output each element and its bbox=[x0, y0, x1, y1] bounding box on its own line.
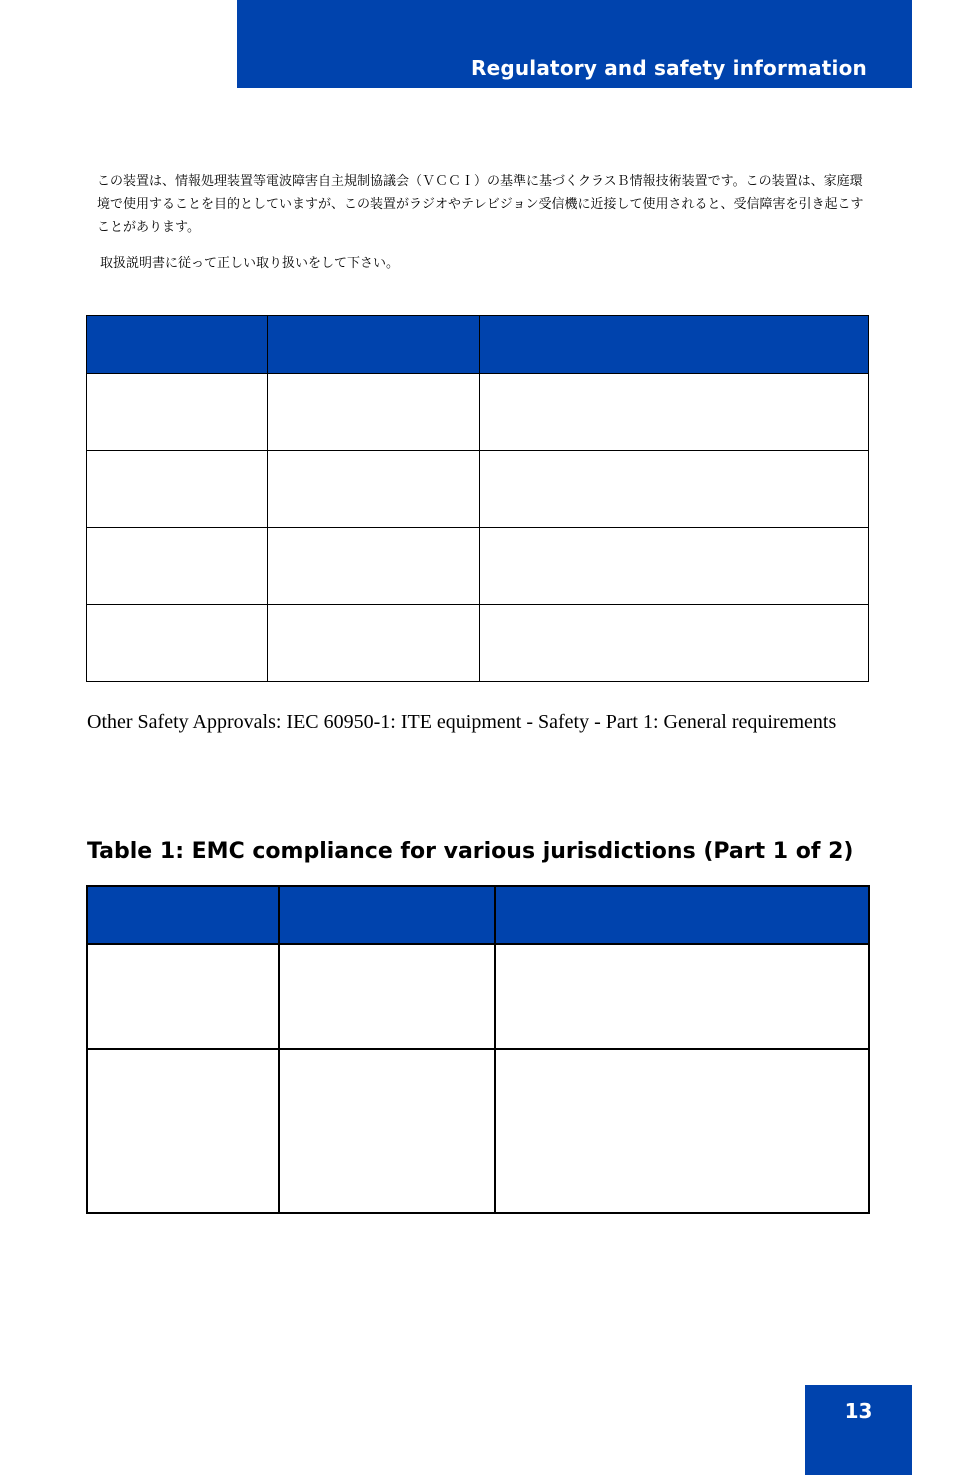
table-row bbox=[87, 944, 869, 1049]
table-row bbox=[87, 528, 869, 605]
table-header-cell bbox=[279, 886, 495, 944]
header-bar bbox=[237, 0, 912, 88]
table-cell bbox=[87, 528, 268, 605]
table-header-cell bbox=[87, 886, 279, 944]
table-cell bbox=[87, 374, 268, 451]
table-cell bbox=[268, 605, 480, 682]
table-cell bbox=[480, 528, 869, 605]
table-cell bbox=[268, 451, 480, 528]
table-cell bbox=[480, 605, 869, 682]
table-cell bbox=[87, 944, 279, 1049]
table-cell bbox=[87, 605, 268, 682]
table-cell bbox=[279, 944, 495, 1049]
page-number: 13 bbox=[844, 1399, 873, 1423]
table-header-row bbox=[87, 316, 869, 374]
emc-compliance-table bbox=[86, 885, 870, 1214]
table-cell bbox=[495, 944, 869, 1049]
table-cell bbox=[268, 374, 480, 451]
table-cell bbox=[480, 451, 869, 528]
other-safety-approvals-text: Other Safety Approvals: IEC 60950-1: ITE equipment - Safety - Part 1: General requirements bbox=[87, 711, 837, 733]
table-header-cell bbox=[480, 316, 869, 374]
table-cell bbox=[268, 528, 480, 605]
vcci-notice-text: この装置は、情報処理装置等電波障害自主規制協議会（ＶＣＣＩ）の基準に基づくクラスＢ情報技術装置です。この装置は、家庭環境で使用することを目的としていますが、この装置がラジオやテレビジョン受信機に近接して使用されると、受信障害を引き起こすことがあります。 bbox=[97, 174, 864, 235]
vcci-notice-note: 取扱説明書に従って正しい取り扱いをして下さい。 bbox=[100, 256, 400, 271]
table-row bbox=[87, 451, 869, 528]
safety-approvals-table bbox=[86, 315, 869, 682]
table-cell bbox=[480, 374, 869, 451]
table-header-cell bbox=[268, 316, 480, 374]
table-row bbox=[87, 1049, 869, 1213]
table-header-row bbox=[87, 886, 869, 944]
table-row bbox=[87, 605, 869, 682]
table-cell bbox=[495, 1049, 869, 1213]
table-cell bbox=[87, 451, 268, 528]
page-header-title: Regulatory and safety information bbox=[470, 56, 867, 80]
page-number-box bbox=[805, 1385, 912, 1475]
table-row bbox=[87, 374, 869, 451]
table-cell bbox=[279, 1049, 495, 1213]
emc-table-caption: Table 1: EMC compliance for various jurisdictions (Part 1 of 2) bbox=[87, 839, 854, 864]
table-header-cell bbox=[87, 316, 268, 374]
table-header-cell bbox=[495, 886, 869, 944]
table-cell bbox=[87, 1049, 279, 1213]
